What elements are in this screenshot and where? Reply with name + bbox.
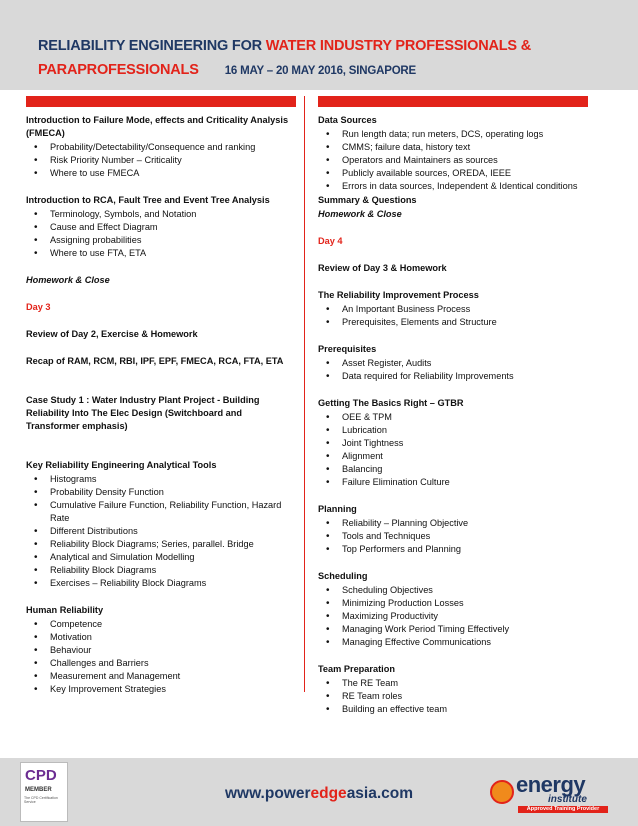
day3-heading: Day 3 [26, 302, 51, 312]
list-item: • Probability Density Function [26, 486, 296, 499]
cpd-member-text: MEMBER [25, 787, 52, 793]
title-part-navy: RELIABILITY ENGINEERING FOR [38, 38, 266, 54]
prereq-title: Prerequisites [318, 344, 377, 354]
case-study: Case Study 1 : Water Industry Plant Project - Building Reliability Into The Elec Design (Switchboard and Transformer emphasis) [26, 395, 260, 431]
list-item: • Challenges and Barriers [26, 657, 296, 670]
day4-heading: Day 4 [318, 236, 343, 246]
recap-line: Recap of RAM, RCM, RBI, IPF, EPF, FMECA, RCA, FTA, ETA [26, 356, 284, 366]
left-column [26, 96, 296, 696]
homework-close: Homework & Close [318, 209, 402, 219]
cpd-subtext: The CPD Certification Service [24, 796, 58, 804]
list-item: • Alignment [318, 450, 588, 463]
list-item: • Behaviour [26, 644, 296, 657]
list-item: • Balancing [318, 463, 588, 476]
rip-title: The Reliability Improvement Process [318, 290, 479, 300]
list-item: • An Important Business Process [318, 303, 588, 316]
list-item: • Cause and Effect Diagram [26, 221, 296, 234]
list-item: • Managing Work Period Timing Effectively [318, 623, 588, 636]
data-sources-list [318, 128, 588, 193]
footer-band [0, 758, 638, 826]
list-item: • Minimizing Production Losses [318, 597, 588, 610]
list-item: • Motivation [26, 631, 296, 644]
list-item: • Errors in data sources, Independent & Identical conditions [318, 180, 588, 193]
review-day3: Review of Day 3 & Homework [318, 263, 447, 273]
list-item: • Different Distributions [26, 525, 296, 538]
list-item: • Risk Priority Number – Criticality [26, 154, 296, 167]
right-red-bar [318, 96, 588, 107]
list-item: • The RE Team [318, 677, 588, 690]
list-item: • Cumulative Failure Function, Reliability Function, Hazard Rate [26, 499, 296, 525]
list-item: • Joint Tightness [318, 437, 588, 450]
prereq-list [318, 357, 588, 383]
list-item: • Building an effective team [318, 703, 588, 716]
left-red-bar [26, 96, 296, 107]
list-item: • Run length data; run meters, DCS, operating logs [318, 128, 588, 141]
fmeca-title: Introduction to Failure Mode, effects and Criticality Analysis (FMECA) [26, 115, 289, 138]
list-item: • Reliability Block Diagrams [26, 564, 296, 577]
list-item: • Reliability Block Diagrams; Series, parallel. Bridge [26, 538, 296, 551]
list-item: • CMMS; failure data, history text [318, 141, 588, 154]
cpd-mark: CPD [25, 767, 57, 784]
list-item: • Key Improvement Strategies [26, 683, 296, 696]
list-item: • OEE & TPM [318, 411, 588, 424]
right-column [318, 96, 588, 716]
rip-list [318, 303, 588, 329]
list-item: • Lubrication [318, 424, 588, 437]
list-item: • Exercises – Reliability Block Diagrams [26, 577, 296, 590]
review-day2: Review of Day 2, Exercise & Homework [26, 329, 198, 339]
human-list [26, 618, 296, 696]
list-item: • Publicly available sources, OREDA, IEEE [318, 167, 588, 180]
team-list [318, 677, 588, 716]
title-part-red: WATER INDUSTRY PROFESSIONALS & [265, 38, 531, 54]
list-item: • Prerequisites, Elements and Structure [318, 316, 588, 329]
summary-questions: Summary & Questions [318, 195, 417, 205]
list-item: • Reliability – Planning Objective [318, 517, 588, 530]
homework-close: Homework & Close [26, 275, 110, 285]
list-item: • Asset Register, Audits [318, 357, 588, 370]
list-item: • Analytical and Simulation Modelling [26, 551, 296, 564]
list-item: • RE Team roles [318, 690, 588, 703]
gtbr-list [318, 411, 588, 489]
list-item: • Maximizing Productivity [318, 610, 588, 623]
column-divider [304, 96, 305, 692]
team-title: Team Preparation [318, 664, 395, 674]
gtbr-title: Getting The Basics Right – GTBR [318, 398, 464, 408]
list-item: • Measurement and Management [26, 670, 296, 683]
scheduling-list [318, 584, 588, 649]
list-item: • Where to use FMECA [26, 167, 296, 180]
planning-list [318, 517, 588, 556]
site-part: asia.com [346, 785, 414, 802]
site-part: www.power [224, 785, 311, 802]
human-title: Human Reliability [26, 605, 104, 615]
tools-list [26, 473, 296, 590]
list-item: • Operators and Maintainers as sources [318, 154, 588, 167]
fmeca-list [26, 141, 296, 180]
title-part-red-2: PARAPROFESSIONALS [38, 62, 199, 78]
header-band [0, 0, 638, 90]
institute-word: institute [548, 794, 587, 805]
list-item: • Tools and Techniques [318, 530, 588, 543]
energy-word: energy [516, 772, 586, 797]
list-item: • Failure Elimination Culture [318, 476, 588, 489]
course-dates: 16 MAY – 20 MAY 2016, SINGAPORE [224, 65, 417, 77]
list-item: • Scheduling Objectives [318, 584, 588, 597]
data-sources-title: Data Sources [318, 115, 377, 125]
course-title-line1 [38, 38, 531, 54]
approved-provider-tag: Approved Training Provider [518, 806, 608, 813]
planning-title: Planning [318, 504, 357, 514]
rca-list [26, 208, 296, 260]
energy-swirl-icon [490, 780, 514, 804]
list-item: • Terminology, Symbols, and Notation [26, 208, 296, 221]
list-item: • Managing Effective Communications [318, 636, 588, 649]
site-part-red: edge [310, 785, 347, 802]
list-item: • Assigning probabilities [26, 234, 296, 247]
rca-title: Introduction to RCA, Fault Tree and Event Tree Analysis [26, 195, 270, 205]
energy-institute-logo [490, 774, 610, 814]
tools-title: Key Reliability Engineering Analytical Tools [26, 460, 217, 470]
list-item: • Probability/Detectability/Consequence and ranking [26, 141, 296, 154]
list-item: • Competence [26, 618, 296, 631]
list-item: • Where to use FTA, ETA [26, 247, 296, 260]
list-item: • Histograms [26, 473, 296, 486]
course-title-line2 [38, 62, 416, 78]
list-item: • Top Performers and Planning [318, 543, 588, 556]
list-item: • Data required for Reliability Improvements [318, 370, 588, 383]
scheduling-title: Scheduling [318, 571, 368, 581]
